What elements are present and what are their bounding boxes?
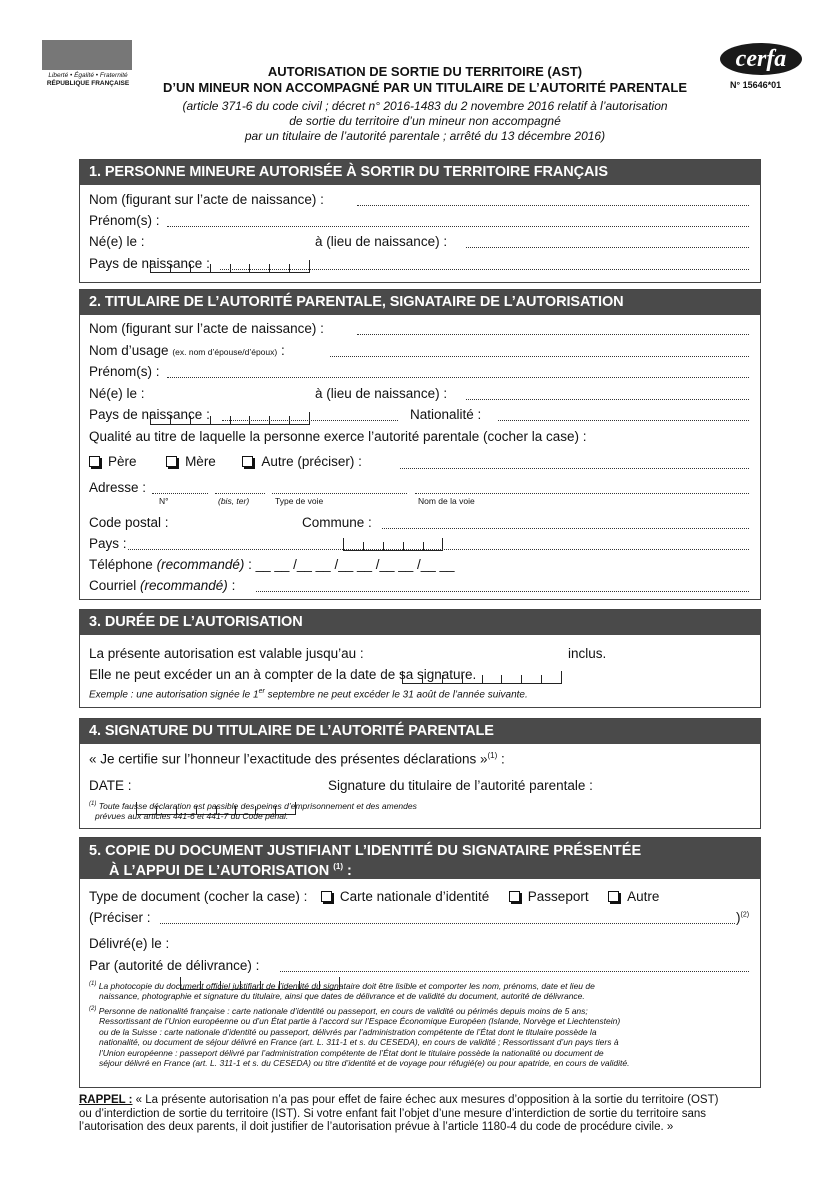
s2-addr-no-caption: N° [159, 496, 169, 506]
section-5-title-line1: 5. COPIE DU DOCUMENT JUSTIFIANT L’IDENTITÉ DU SIGNATAIRE PRÉSENTÉE [89, 843, 642, 859]
s2-adresse-label: Adresse : [89, 480, 147, 495]
s1-pays-label: Pays de naissance : [89, 256, 210, 271]
section-2-title: 2. TITULAIRE DE L’AUTORITÉ PARENTALE, SIGNATAIRE DE L’AUTORISATION [80, 290, 760, 315]
s2-addr-bis-field[interactable] [215, 493, 265, 494]
s5-note2-l3: ou de la Suisse : carte nationale d’identité ou passeport, délivrés par l’administration compétente de l’État dont le titulaire possède la [99, 1026, 597, 1037]
s2-nom-usage-text: Nom d’usage [89, 343, 169, 358]
section-5-title-colon: : [343, 862, 352, 879]
s2-prenom-label: Prénom(s) : [89, 364, 160, 379]
s4-signature-label: Signature du titulaire de l’autorité parentale : [328, 778, 593, 793]
s2-pere-label: Père [108, 454, 137, 469]
s5-preciser-field[interactable] [160, 923, 735, 924]
s2-ne-le-label: Né(e) le : [89, 386, 145, 401]
s2-addr-nom-field[interactable] [415, 493, 749, 494]
checkbox-icon[interactable] [166, 456, 177, 467]
form-title-line1: AUTORISATION DE SORTIE DU TERRITOIRE (AST) [267, 64, 583, 79]
s5-autre-label: Autre [627, 889, 660, 904]
s2-commune-field[interactable] [382, 528, 749, 529]
s1-lieu-field[interactable] [466, 247, 749, 248]
checkbox-icon[interactable] [89, 456, 100, 467]
s4-note-sup: (1) [89, 801, 97, 807]
s5-note1-l2: naissance, photographie et signature du titulaire, ainsi que dates de délivrance et de validité du document, autorité de délivrance. [99, 991, 585, 1002]
s2-courriel-row [89, 578, 235, 593]
section-1-minor [79, 159, 761, 283]
s2-courriel-label: Courriel [89, 578, 137, 593]
s3-exemple-sup: er [258, 688, 265, 695]
s5-note2 [89, 1004, 754, 1069]
s4-note-line1 [89, 799, 417, 811]
s2-commune-label: Commune : [302, 515, 372, 530]
s3-exemple [89, 687, 528, 701]
s2-addr-type-caption: Type de voie [275, 496, 324, 506]
section-5-document [79, 837, 761, 1088]
s3-exceder: Elle ne peut excéder un an à compter de la date de sa signature. [89, 667, 477, 682]
s5-preciser-sup: (2) [740, 911, 750, 919]
s2-pays-label: Pays de naissance : [89, 407, 210, 422]
section-3-duree [79, 609, 761, 708]
s2-nom-usage-colon: : [280, 343, 285, 358]
s3-inclus: inclus. [568, 646, 607, 661]
s2-pays2-field[interactable] [128, 549, 749, 550]
s2-nom-usage-field[interactable] [330, 356, 749, 357]
s5-autorite-field[interactable] [280, 971, 749, 972]
marianne-logo [42, 40, 132, 70]
s5-note2-l4: nationalité, ou document de séjour délivré en France (art. L. 311-1 et s. du CESEDA), en cours de validité ; Ressortissant d’un pays tiers à [99, 1037, 619, 1048]
s1-nom-label: Nom (figurant sur l’acte de naissance) : [89, 192, 324, 207]
s2-nationalite-field[interactable] [498, 420, 749, 421]
checkbox-icon[interactable] [509, 891, 520, 902]
s4-certifie [89, 751, 505, 767]
s2-prenom-field[interactable] [167, 377, 749, 378]
s2-telephone-rec: (recommandé) [156, 557, 245, 572]
s3-exemple-a: Exemple : une autorisation signée le 1 [89, 689, 259, 701]
section-2-parent [79, 289, 761, 600]
s5-note2-l1: Personne de nationalité française : carte nationale d’identité ou passeport, en cours de validité ou périmés depuis moins de 5 ans; [98, 1005, 588, 1016]
s2-addr-type-field[interactable] [272, 493, 407, 494]
s2-pays-field[interactable] [222, 420, 398, 421]
s3-exemple-b: septembre ne peut excéder le 31 août de l’année suivante. [264, 689, 528, 701]
rappel-l3: l’autorisation des deux parents, il doit justifier de l’autorisation prévue à l’article 1180-4 du code de procédure civile. » [79, 1121, 674, 1133]
s5-note1 [89, 979, 754, 1002]
form-subtitle [140, 99, 710, 144]
s2-addr-bis-caption: (bis, ter) [218, 496, 250, 506]
form-subtitle-line1: (article 371-6 du code civil ; décret n° 2016-1483 du 2 novembre 2016 relatif à l’autorisation [182, 99, 668, 113]
s5-note1-sup: (1) [89, 981, 97, 987]
section-5-title-line2 [89, 859, 760, 879]
s2-telephone-label: Téléphone [89, 557, 153, 572]
s2-nationalite-label: Nationalité : [410, 407, 482, 422]
s5-preciser-label: (Préciser : [89, 910, 151, 925]
logo-motto: Liberté • Égalité • Fraternité [48, 72, 128, 79]
s2-nom-field[interactable] [357, 334, 749, 335]
section-4-title: 4. SIGNATURE DU TITULAIRE DE L’AUTORITÉ PARENTALE [80, 719, 760, 744]
s2-courriel-rec: (recommandé) [140, 578, 228, 593]
section-5-title-sup: (1) [333, 862, 344, 871]
checkbox-icon[interactable] [321, 891, 332, 902]
s2-qualite-options [89, 454, 362, 469]
rappel-label: RAPPEL : [79, 1094, 133, 1106]
s2-pays2-label: Pays : [89, 536, 127, 551]
s2-qualite-label: Qualité au titre de laquelle la personne exerce l’autorité parentale (cocher la case) : [89, 429, 587, 444]
s4-certifie-sup: (1) [487, 751, 498, 760]
s2-nom-usage-label [89, 343, 285, 358]
s5-note1-l1: La photocopie du document officiel justifiant de l’identité du signataire doit être lisible et comporter les nom, prénoms, date et lieu de [98, 980, 595, 991]
s2-telephone-field[interactable]: : __ __ /__ __ /__ __ /__ __ /__ __ [248, 557, 455, 572]
cerfa-number: N° 15646*01 [730, 80, 782, 90]
s1-nom-field[interactable] [357, 205, 749, 206]
s5-delivre-label: Délivré(e) le : [89, 936, 170, 951]
s2-mere-label: Mère [185, 454, 216, 469]
s2-code-postal-label: Code postal : [89, 515, 169, 530]
form-subtitle-line2: de sortie du territoire d’un mineur non accompagné [289, 114, 561, 128]
s5-preciser-end-paren: ) [736, 910, 741, 925]
s5-type-label: Type de document (cocher la case) : [89, 889, 308, 904]
s1-prenom-label: Prénom(s) : [89, 213, 160, 228]
s5-type-row [89, 889, 659, 904]
logo-republique: RÉPUBLIQUE FRANÇAISE [46, 80, 130, 87]
section-3-title: 3. DURÉE DE L’AUTORISATION [80, 610, 760, 635]
s2-telephone-row [89, 557, 455, 572]
s4-date-label: DATE : [89, 778, 132, 793]
s4-note-line1-text: Toute fausse déclaration est passible des peines d’emprisonnement et des amendes [96, 800, 417, 811]
section-1-title: 1. PERSONNE MINEURE AUTORISÉE À SORTIR DU TERRITOIRE FRANÇAIS [80, 160, 760, 185]
s5-passeport-label: Passeport [527, 889, 589, 904]
s5-note2-sup: (2) [89, 1006, 97, 1012]
s2-addr-nom-caption: Nom de la voie [418, 496, 475, 506]
s4-note [89, 799, 417, 822]
cerfa-logo: cerfa [720, 43, 802, 75]
s2-autre-label: Autre (préciser) : [261, 454, 362, 469]
s4-certifie-colon: : [497, 751, 505, 767]
s1-pays-field[interactable] [220, 269, 749, 270]
s1-ne-le-label: Né(e) le : [89, 234, 145, 249]
s2-courriel-colon: : [231, 578, 236, 593]
s1-prenom-field[interactable] [167, 226, 749, 227]
s2-addr-no-field[interactable] [152, 493, 208, 494]
s1-lieu-label: à (lieu de naissance) : [315, 234, 448, 249]
s2-lieu-field[interactable] [466, 399, 749, 400]
s5-cni-label: Carte nationale d’identité [339, 889, 490, 904]
s2-courriel-field[interactable] [256, 591, 749, 592]
s5-preciser-end [736, 910, 749, 925]
rappel-l2: ou d’interdiction de sortie du territoire (IST). Si votre enfant fait l’objet d’une mesure d’interdiction de sortie du territoire sans [79, 1107, 707, 1120]
s2-lieu-label: à (lieu de naissance) : [315, 386, 448, 401]
s2-nom-usage-hint: (ex. nom d’épouse/d’époux) [172, 347, 278, 357]
s4-note-line2: prévues aux articles 441-6 et 441-7 du Code pénal. [95, 811, 289, 822]
republique-logo-text [38, 72, 138, 88]
section-5-title [80, 838, 760, 879]
s5-autorite-label: Par (autorité de délivrance) : [89, 958, 260, 973]
checkbox-icon[interactable] [242, 456, 253, 467]
s4-certifie-text: « Je certifie sur l’honneur l’exactitude des présentes déclarations » [89, 751, 488, 767]
checkbox-icon[interactable] [608, 891, 619, 902]
s3-valable-label: La présente autorisation est valable jusqu’au : [89, 646, 364, 661]
rappel-note [79, 1094, 763, 1135]
form-subtitle-line3: par un titulaire de l’autorité parentale ; arrêté du 13 décembre 2016) [244, 129, 606, 143]
s2-autre-field[interactable] [400, 468, 749, 469]
rappel-l1: « La présente autorisation n’a pas pour effet de faire échec aux mesures d’opposition à la sortie du territoire (OST) [132, 1094, 719, 1106]
form-title-line2: D’UN MINEUR NON ACCOMPAGNÉ PAR UN TITULAIRE DE L’AUTORITÉ PARENTALE [162, 80, 688, 95]
form-title [140, 64, 710, 96]
section-5-title-line2-text: À L’APPUI DE L’AUTORISATION [109, 862, 330, 879]
s5-note2-l5: l’Union européenne : passeport délivré par l’administration compétente de l’État dont le titulaire possède la nationalité ou document de [99, 1047, 604, 1058]
s2-nom-label: Nom (figurant sur l’acte de naissance) : [89, 321, 324, 336]
section-4-signature [79, 718, 761, 829]
s5-note2-l2: Ressortissant de l’Union européenne ou d’un État partie à l’accord sur l’Espace Économique Européen (Islande, Norvège et Liechtenstein) [99, 1016, 621, 1027]
s5-note2-l6: séjour délivré en France (art. L. 311-1 et s. du CESEDA) ou titre d’identité et de voyage pour réfugié(e) ou pour apatride, en cours de validité. [99, 1058, 630, 1069]
